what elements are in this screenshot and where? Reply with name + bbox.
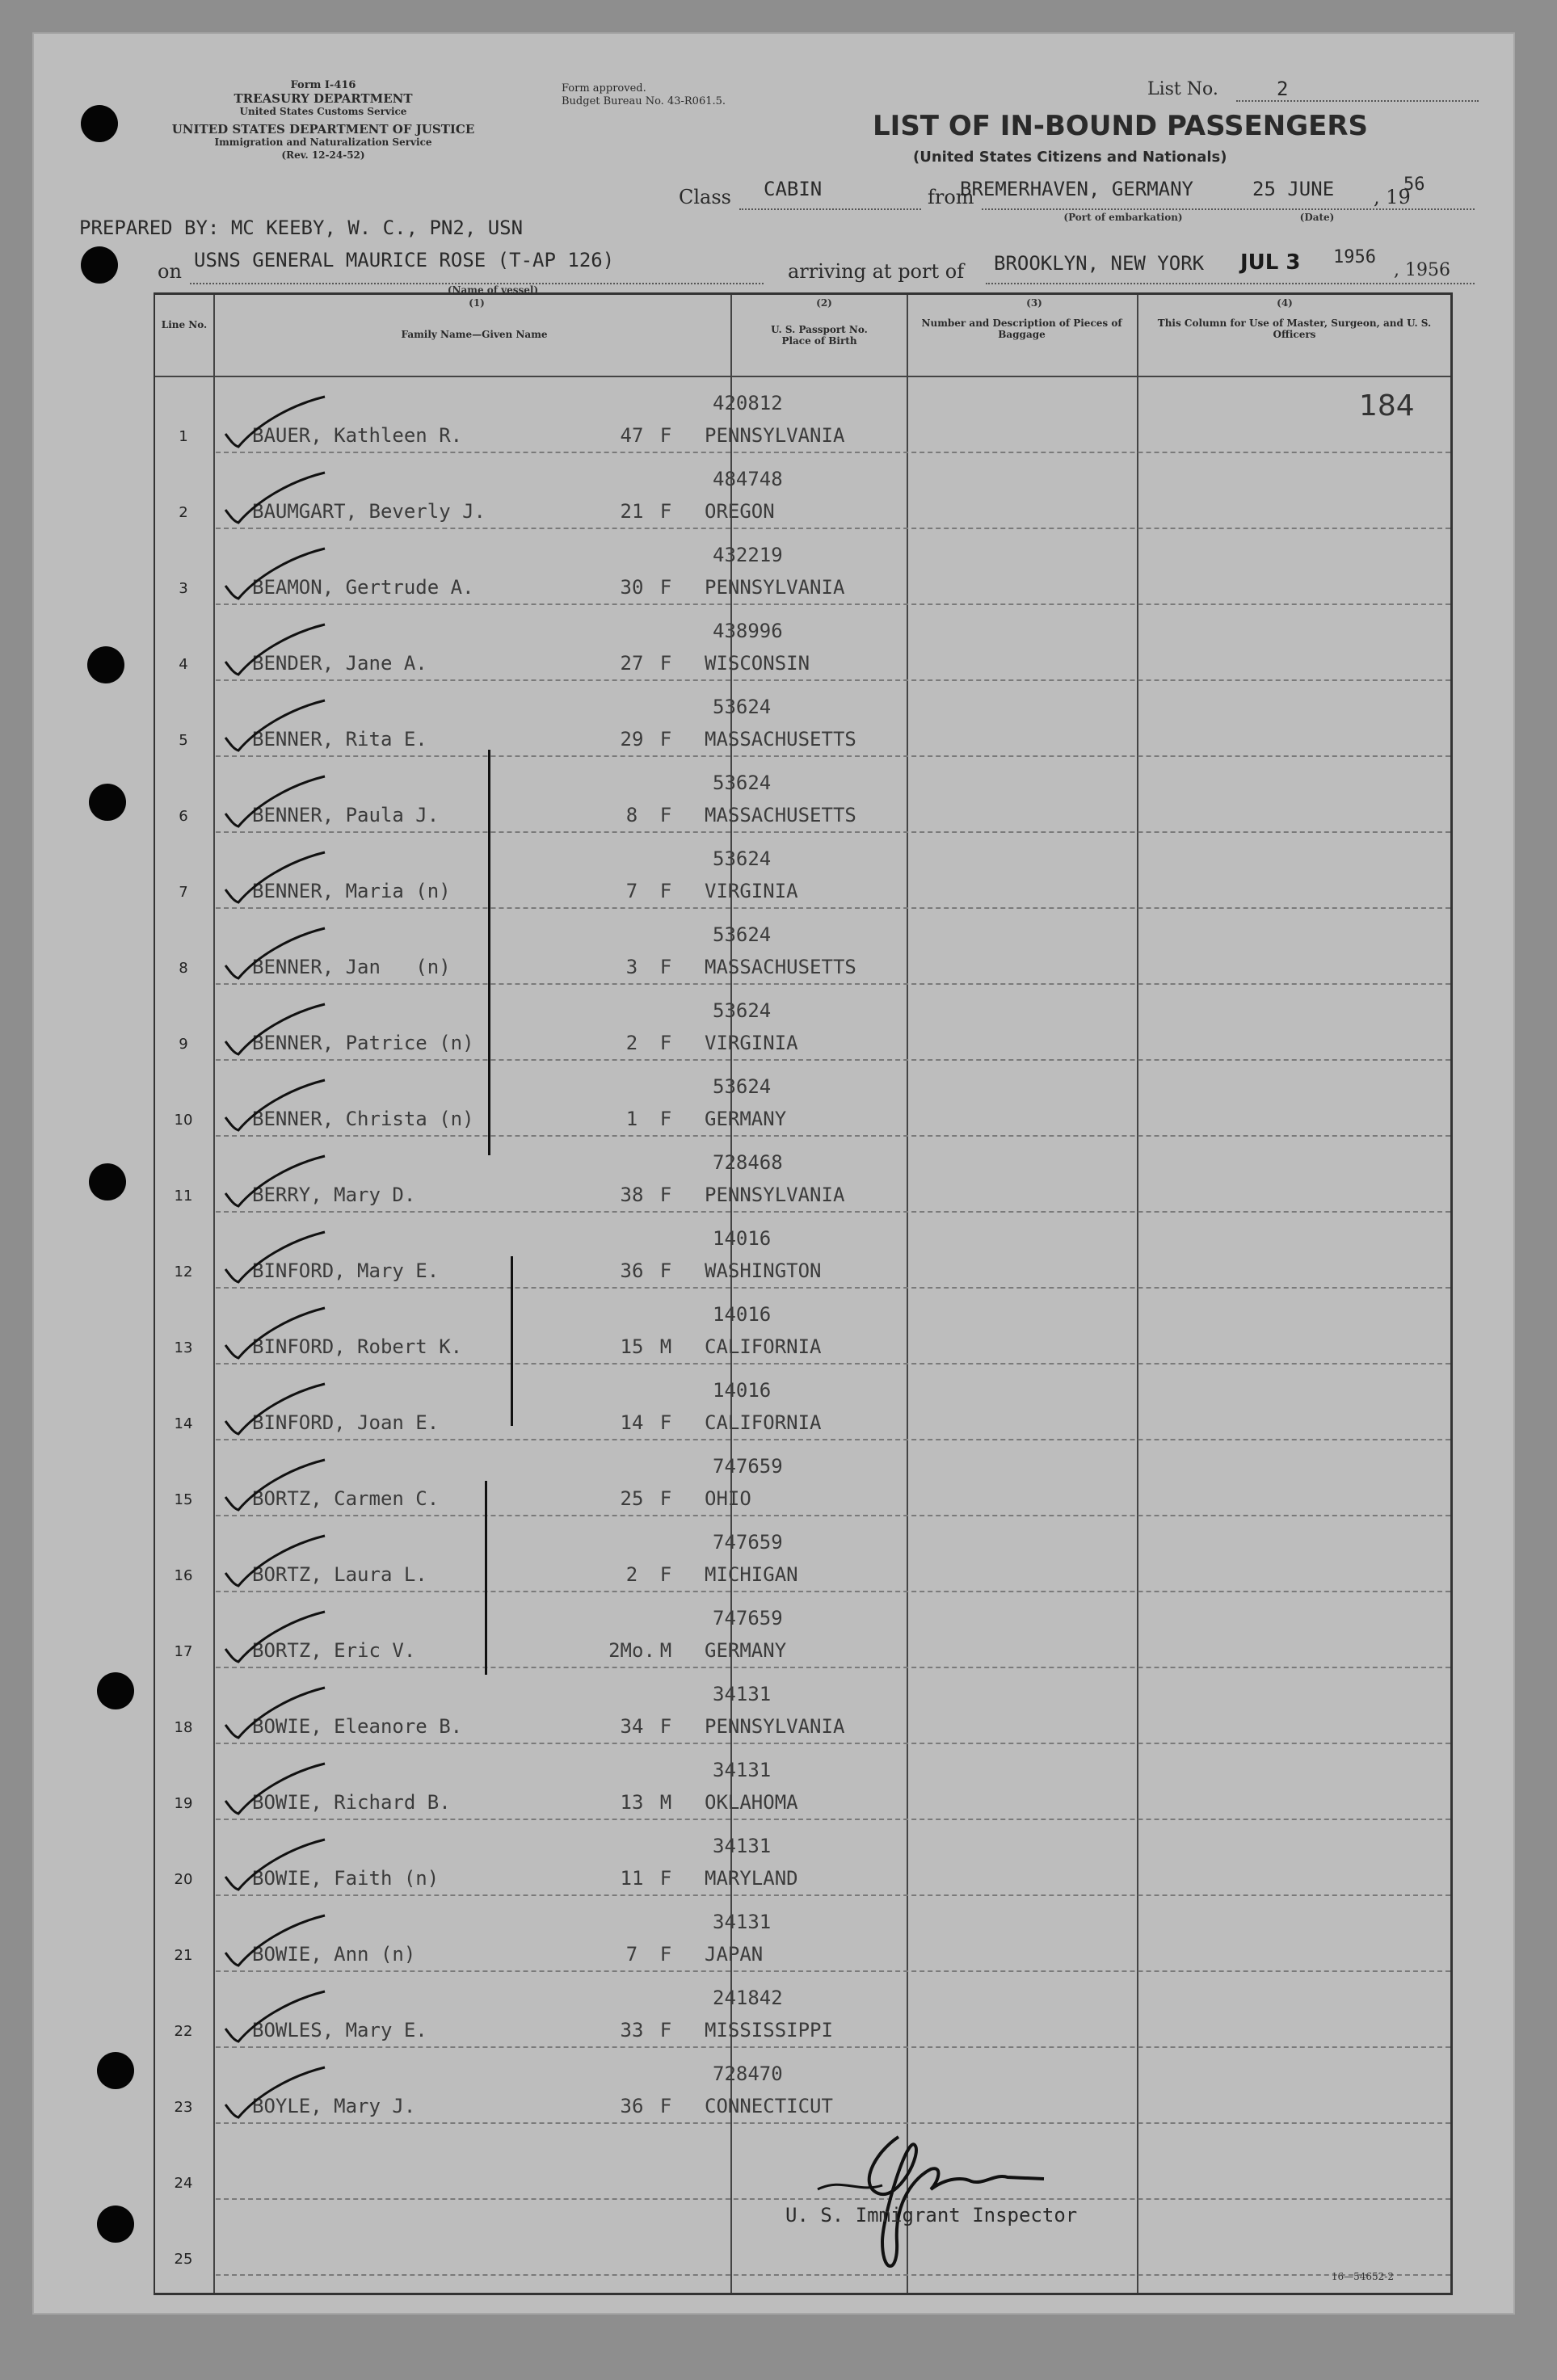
passenger-sex: F — [659, 576, 672, 599]
signature-icon — [802, 2121, 1052, 2282]
passport-number: 34131 — [713, 1759, 772, 1781]
table-row — [155, 833, 1450, 909]
table-row — [155, 1365, 1450, 1440]
check-mark-icon — [224, 1077, 329, 1133]
col-header-passport: U. S. Passport No. Place of Birth — [771, 324, 868, 347]
passenger-age: 29 — [620, 728, 644, 751]
place-of-birth: MICHIGAN — [705, 1563, 798, 1586]
punch-hole-icon — [81, 105, 118, 142]
passenger-name: BOWIE, Faith (n) — [252, 1867, 440, 1890]
line-number: 5 — [179, 732, 188, 749]
line-number: 24 — [174, 2175, 193, 2192]
line-number: 14 — [174, 1415, 193, 1432]
table-row — [155, 681, 1450, 757]
passenger-sex: F — [659, 1867, 672, 1890]
passenger-name: BENNER, Patrice (n) — [252, 1032, 474, 1054]
passenger-age: 21 — [620, 500, 644, 523]
passenger-sex: F — [659, 1411, 672, 1434]
customs-service: United States Customs Service — [239, 106, 407, 117]
from-value: BREMERHAVEN, GERMANY — [960, 178, 1193, 200]
place-of-birth: PENNSYLVANIA — [705, 1715, 845, 1738]
punch-hole-icon — [89, 1163, 126, 1201]
passenger-sex: F — [659, 1259, 672, 1282]
place-of-birth: PENNSYLVANIA — [705, 1184, 845, 1206]
passenger-age: 13 — [620, 1791, 644, 1814]
punch-hole-icon — [97, 2205, 134, 2243]
passenger-sex: F — [659, 424, 672, 447]
passenger-sex: F — [659, 2095, 672, 2117]
passenger-name: BENNER, Maria (n) — [252, 880, 451, 902]
passport-number: 438996 — [713, 620, 783, 642]
class-value: CABIN — [764, 178, 823, 200]
passenger-name: BOWLES, Mary E. — [252, 2019, 427, 2042]
manifest-sheet — [32, 32, 1515, 2315]
table-row — [155, 1744, 1450, 1820]
on-label: on — [158, 260, 182, 283]
col-header-officers: This Column for Use of Master, Surgeon, and U. S. Officers — [1157, 317, 1432, 340]
family-bracket-icon — [511, 1256, 513, 1426]
line-number: 23 — [174, 2099, 193, 2116]
page-subtitle: (United States Citizens and Nationals) — [913, 149, 1227, 166]
revision: (Rev. 12-24-52) — [281, 149, 365, 161]
line-number: 10 — [174, 1112, 193, 1129]
check-mark-icon — [224, 773, 329, 830]
arriving-label: arriving at port of — [788, 260, 965, 283]
passenger-sex: F — [659, 1487, 672, 1510]
check-mark-icon — [224, 697, 329, 754]
passport-number: 420812 — [713, 392, 783, 414]
passenger-name: BINFORD, Joan E. — [252, 1411, 440, 1434]
place-of-birth: PENNSYLVANIA — [705, 424, 845, 447]
passport-number: 728468 — [713, 1151, 783, 1174]
passport-number: 432219 — [713, 544, 783, 566]
table-row — [155, 605, 1450, 681]
passenger-name: BEAMON, Gertrude A. — [252, 576, 474, 599]
table-row — [155, 1137, 1450, 1213]
table-row — [155, 1440, 1450, 1516]
passenger-age: 7 — [625, 880, 638, 902]
place-of-birth: OHIO — [705, 1487, 751, 1510]
passenger-age: 8 — [625, 804, 638, 826]
col-caption-3: (3) — [1026, 297, 1042, 309]
line-number: 6 — [179, 808, 188, 825]
punch-hole-icon — [87, 646, 124, 683]
passenger-sex: F — [659, 1943, 672, 1966]
col-header-baggage: Number and Description of Pieces of Baggage — [921, 317, 1122, 340]
check-mark-icon — [224, 1381, 329, 1437]
line-number: 8 — [179, 960, 188, 977]
passenger-age: 11 — [620, 1867, 644, 1890]
passport-number: 53624 — [713, 923, 772, 946]
passport-number: 34131 — [713, 1835, 772, 1857]
passenger-age: 1 — [625, 1108, 638, 1130]
class-label: Class — [679, 186, 731, 208]
year-prefix: , 19 — [1374, 186, 1411, 208]
passenger-age: 30 — [620, 576, 644, 599]
place-of-birth: GERMANY — [705, 1639, 787, 1662]
arrival-line — [986, 283, 1475, 284]
passenger-name: BAUMGART, Beverly J. — [252, 500, 486, 523]
check-mark-icon — [224, 1608, 329, 1665]
passenger-sex: M — [659, 1791, 672, 1814]
check-mark-icon — [224, 393, 329, 450]
passenger-age: 7 — [625, 1943, 638, 1966]
vessel-name: USNS GENERAL MAURICE ROSE (T-AP 126) — [194, 249, 615, 271]
passport-number: 53624 — [713, 847, 772, 870]
passenger-name: BINFORD, Mary E. — [252, 1259, 440, 1282]
line-number: 25 — [174, 2251, 193, 2268]
passport-number: 747659 — [713, 1607, 783, 1629]
place-of-birth: CALIFORNIA — [705, 1335, 822, 1358]
table-row — [155, 909, 1450, 985]
place-of-birth: VIRGINIA — [705, 1032, 798, 1054]
officer-note: 184 — [1359, 389, 1415, 423]
check-mark-icon — [224, 1912, 329, 1969]
passenger-name: BOWIE, Richard B. — [252, 1791, 451, 1814]
place-of-birth: MASSACHUSETTS — [705, 956, 856, 978]
line-number: 18 — [174, 1719, 193, 1736]
family-bracket-icon — [488, 750, 490, 1155]
approval-block — [562, 82, 726, 108]
passenger-sex: F — [659, 728, 672, 751]
table-row — [155, 985, 1450, 1061]
form-approved: Form approved. — [562, 82, 646, 95]
col-caption-4: (4) — [1277, 297, 1293, 309]
justice-dept: UNITED STATES DEPARTMENT OF JUSTICE — [171, 122, 475, 137]
check-mark-icon — [224, 621, 329, 678]
passenger-name: BOYLE, Mary J. — [252, 2095, 416, 2117]
passenger-age: 36 — [620, 2095, 644, 2117]
class-line — [739, 208, 921, 210]
page-title: LIST OF IN-BOUND PASSENGERS — [873, 110, 1368, 142]
line-number: 9 — [179, 1036, 188, 1053]
punch-hole-icon — [97, 2052, 134, 2089]
table-row — [155, 1061, 1450, 1137]
vessel-caption: (Name of vessel) — [447, 284, 539, 296]
line-number: 2 — [179, 504, 188, 521]
ins-service: Immigration and Naturalization Service — [214, 137, 432, 148]
treasury-dept: TREASURY DEPARTMENT — [234, 91, 413, 106]
arrival-port: BROOKLYN, NEW YORK — [994, 252, 1205, 275]
col-caption-1: (1) — [469, 297, 485, 309]
place-of-birth: MASSACHUSETTS — [705, 728, 856, 751]
place-of-birth: OKLAHOMA — [705, 1791, 798, 1814]
passenger-age: 3 — [625, 956, 638, 978]
place-of-birth: MASSACHUSETTS — [705, 804, 856, 826]
year-value: 56 — [1403, 175, 1425, 195]
place-of-birth: VIRGINIA — [705, 880, 798, 902]
check-mark-icon — [224, 1229, 329, 1285]
place-of-birth: CALIFORNIA — [705, 1411, 822, 1434]
passenger-sex: F — [659, 1032, 672, 1054]
passenger-age: 38 — [620, 1184, 644, 1206]
passenger-name: BENNER, Jan (n) — [252, 956, 451, 978]
place-of-birth: WASHINGTON — [705, 1259, 822, 1282]
passenger-sex: F — [659, 1715, 672, 1738]
passenger-sex: F — [659, 956, 672, 978]
line-number: 3 — [179, 580, 188, 597]
passenger-sex: F — [659, 1563, 672, 1586]
table-row — [155, 1896, 1450, 1972]
passenger-age: 2 — [625, 1563, 638, 1586]
line-number: 4 — [179, 656, 188, 673]
form-code: 16—54652-2 — [1331, 2271, 1394, 2282]
passenger-name: BENNER, Rita E. — [252, 728, 427, 751]
passenger-sex: F — [659, 1108, 672, 1130]
place-of-birth: JAPAN — [705, 1943, 764, 1966]
inspector-label: U. S. Immigrant Inspector — [785, 2204, 1078, 2227]
arrival-stamp-year: 1956 — [1333, 247, 1376, 267]
table-row — [155, 453, 1450, 529]
family-bracket-icon — [485, 1481, 487, 1675]
department-block — [145, 79, 501, 162]
passenger-name: BENNER, Paula J. — [252, 804, 440, 826]
table-row — [155, 2048, 1450, 2124]
date-caption: (Date) — [1299, 212, 1335, 223]
check-mark-icon — [224, 1836, 329, 1893]
check-mark-icon — [224, 1153, 329, 1209]
list-no-line — [1236, 100, 1479, 102]
budget-bureau: Budget Bureau No. 43-R061.5. — [562, 95, 726, 107]
passport-number: 34131 — [713, 1911, 772, 1933]
passport-number: 14016 — [713, 1379, 772, 1402]
punch-hole-icon — [97, 1672, 134, 1709]
passenger-sex: F — [659, 2019, 672, 2042]
passenger-name: BORTZ, Carmen C. — [252, 1487, 440, 1510]
table-row — [155, 757, 1450, 833]
table-row — [155, 1668, 1450, 1744]
passport-number: 53624 — [713, 999, 772, 1022]
table-row — [155, 1820, 1450, 1896]
col-header-line: Line No. — [161, 319, 208, 330]
passenger-name: BOWIE, Eleanore B. — [252, 1715, 463, 1738]
line-number: 11 — [174, 1188, 193, 1205]
passenger-sex: F — [659, 1184, 672, 1206]
punch-hole-icon — [89, 784, 126, 821]
check-mark-icon — [224, 2064, 329, 2121]
passenger-age: 27 — [620, 652, 644, 675]
line-number: 13 — [174, 1339, 193, 1356]
table-row — [155, 1972, 1450, 2048]
passenger-age: 2 — [625, 1032, 638, 1054]
check-mark-icon — [224, 469, 329, 526]
check-mark-icon — [224, 925, 329, 982]
check-mark-icon — [224, 545, 329, 602]
passenger-sex: F — [659, 880, 672, 902]
from-label: from — [928, 186, 974, 208]
prepared-by: PREPARED BY: MC KEEBY, W. C., PN2, USN — [79, 217, 524, 239]
passenger-sex: M — [659, 1639, 672, 1662]
place-of-birth: CONNECTICUT — [705, 2095, 833, 2117]
line-number: 7 — [179, 884, 188, 901]
passenger-name: BAUER, Kathleen R. — [252, 424, 463, 447]
passport-number: 484748 — [713, 468, 783, 490]
passenger-age: 15 — [620, 1335, 644, 1358]
line-number: 16 — [174, 1567, 193, 1584]
form-number: Form I-416 — [290, 79, 356, 91]
place-of-birth: PENNSYLVANIA — [705, 576, 845, 599]
table-row — [155, 529, 1450, 605]
line-number: 21 — [174, 1947, 193, 1964]
passenger-age: 25 — [620, 1487, 644, 1510]
line-number: 20 — [174, 1871, 193, 1888]
place-of-birth: GERMANY — [705, 1108, 787, 1130]
col-caption-2: (2) — [816, 297, 832, 309]
passenger-name: BOWIE, Ann (n) — [252, 1943, 416, 1966]
passenger-table — [154, 292, 1453, 2295]
passenger-age: 47 — [620, 424, 644, 447]
passport-number: 34131 — [713, 1683, 772, 1705]
place-of-birth: WISCONSIN — [705, 652, 810, 675]
punch-hole-icon — [81, 246, 118, 284]
passenger-name: BORTZ, Eric V. — [252, 1639, 416, 1662]
place-of-birth: MISSISSIPPI — [705, 2019, 833, 2042]
passenger-age: 2Mo. — [608, 1639, 655, 1662]
list-no-value: 2 — [1277, 78, 1289, 100]
passport-number: 14016 — [713, 1303, 772, 1326]
table-row — [155, 1213, 1450, 1289]
passport-number: 747659 — [713, 1531, 783, 1554]
check-mark-icon — [224, 849, 329, 906]
arrival-stamp: JUL 3 — [1240, 250, 1301, 275]
passport-number: 14016 — [713, 1227, 772, 1250]
passenger-name: BERRY, Mary D. — [252, 1184, 416, 1206]
check-mark-icon — [224, 1533, 329, 1589]
passenger-name: BORTZ, Laura L. — [252, 1563, 427, 1586]
passenger-sex: M — [659, 1335, 672, 1358]
passenger-name: BENDER, Jane A. — [252, 652, 427, 675]
col-header-name: Family Name—Given Name — [401, 329, 548, 340]
passport-number: 241842 — [713, 1987, 783, 2009]
list-no-label: List No. — [1147, 79, 1218, 99]
passenger-age: 36 — [620, 1259, 644, 1282]
line-number: 12 — [174, 1264, 193, 1280]
table-row — [155, 1516, 1450, 1592]
place-of-birth: MARYLAND — [705, 1867, 798, 1890]
line-number: 17 — [174, 1643, 193, 1660]
check-mark-icon — [224, 1760, 329, 1817]
check-mark-icon — [224, 1457, 329, 1513]
passenger-sex: F — [659, 804, 672, 826]
passport-number: 53624 — [713, 696, 772, 718]
passport-number: 728470 — [713, 2063, 783, 2085]
passenger-age: 33 — [620, 2019, 644, 2042]
passenger-name: BINFORD, Robert K. — [252, 1335, 463, 1358]
passenger-sex: F — [659, 500, 672, 523]
check-mark-icon — [224, 1001, 329, 1058]
passenger-name: BENNER, Christa (n) — [252, 1108, 474, 1130]
line-number: 22 — [174, 2023, 193, 2040]
table-row — [155, 1289, 1450, 1365]
passenger-sex: F — [659, 652, 672, 675]
from-line — [982, 208, 1475, 210]
passport-number: 53624 — [713, 1075, 772, 1098]
passport-number: 53624 — [713, 772, 772, 794]
line-number: 15 — [174, 1491, 193, 1508]
check-mark-icon — [224, 1988, 329, 2045]
check-mark-icon — [224, 1305, 329, 1361]
passenger-age: 14 — [620, 1411, 644, 1434]
line-number: 19 — [174, 1795, 193, 1812]
passenger-age: 34 — [620, 1715, 644, 1738]
check-mark-icon — [224, 1684, 329, 1741]
line-number: 1 — [179, 428, 188, 445]
arrival-year: , 1956 — [1394, 260, 1450, 280]
date-value: 25 JUNE — [1252, 178, 1335, 200]
port-caption: (Port of embarkation) — [1063, 212, 1183, 223]
table-row — [155, 1592, 1450, 1668]
table-row — [155, 377, 1450, 453]
passport-number: 747659 — [713, 1455, 783, 1478]
place-of-birth: OREGON — [705, 500, 775, 523]
